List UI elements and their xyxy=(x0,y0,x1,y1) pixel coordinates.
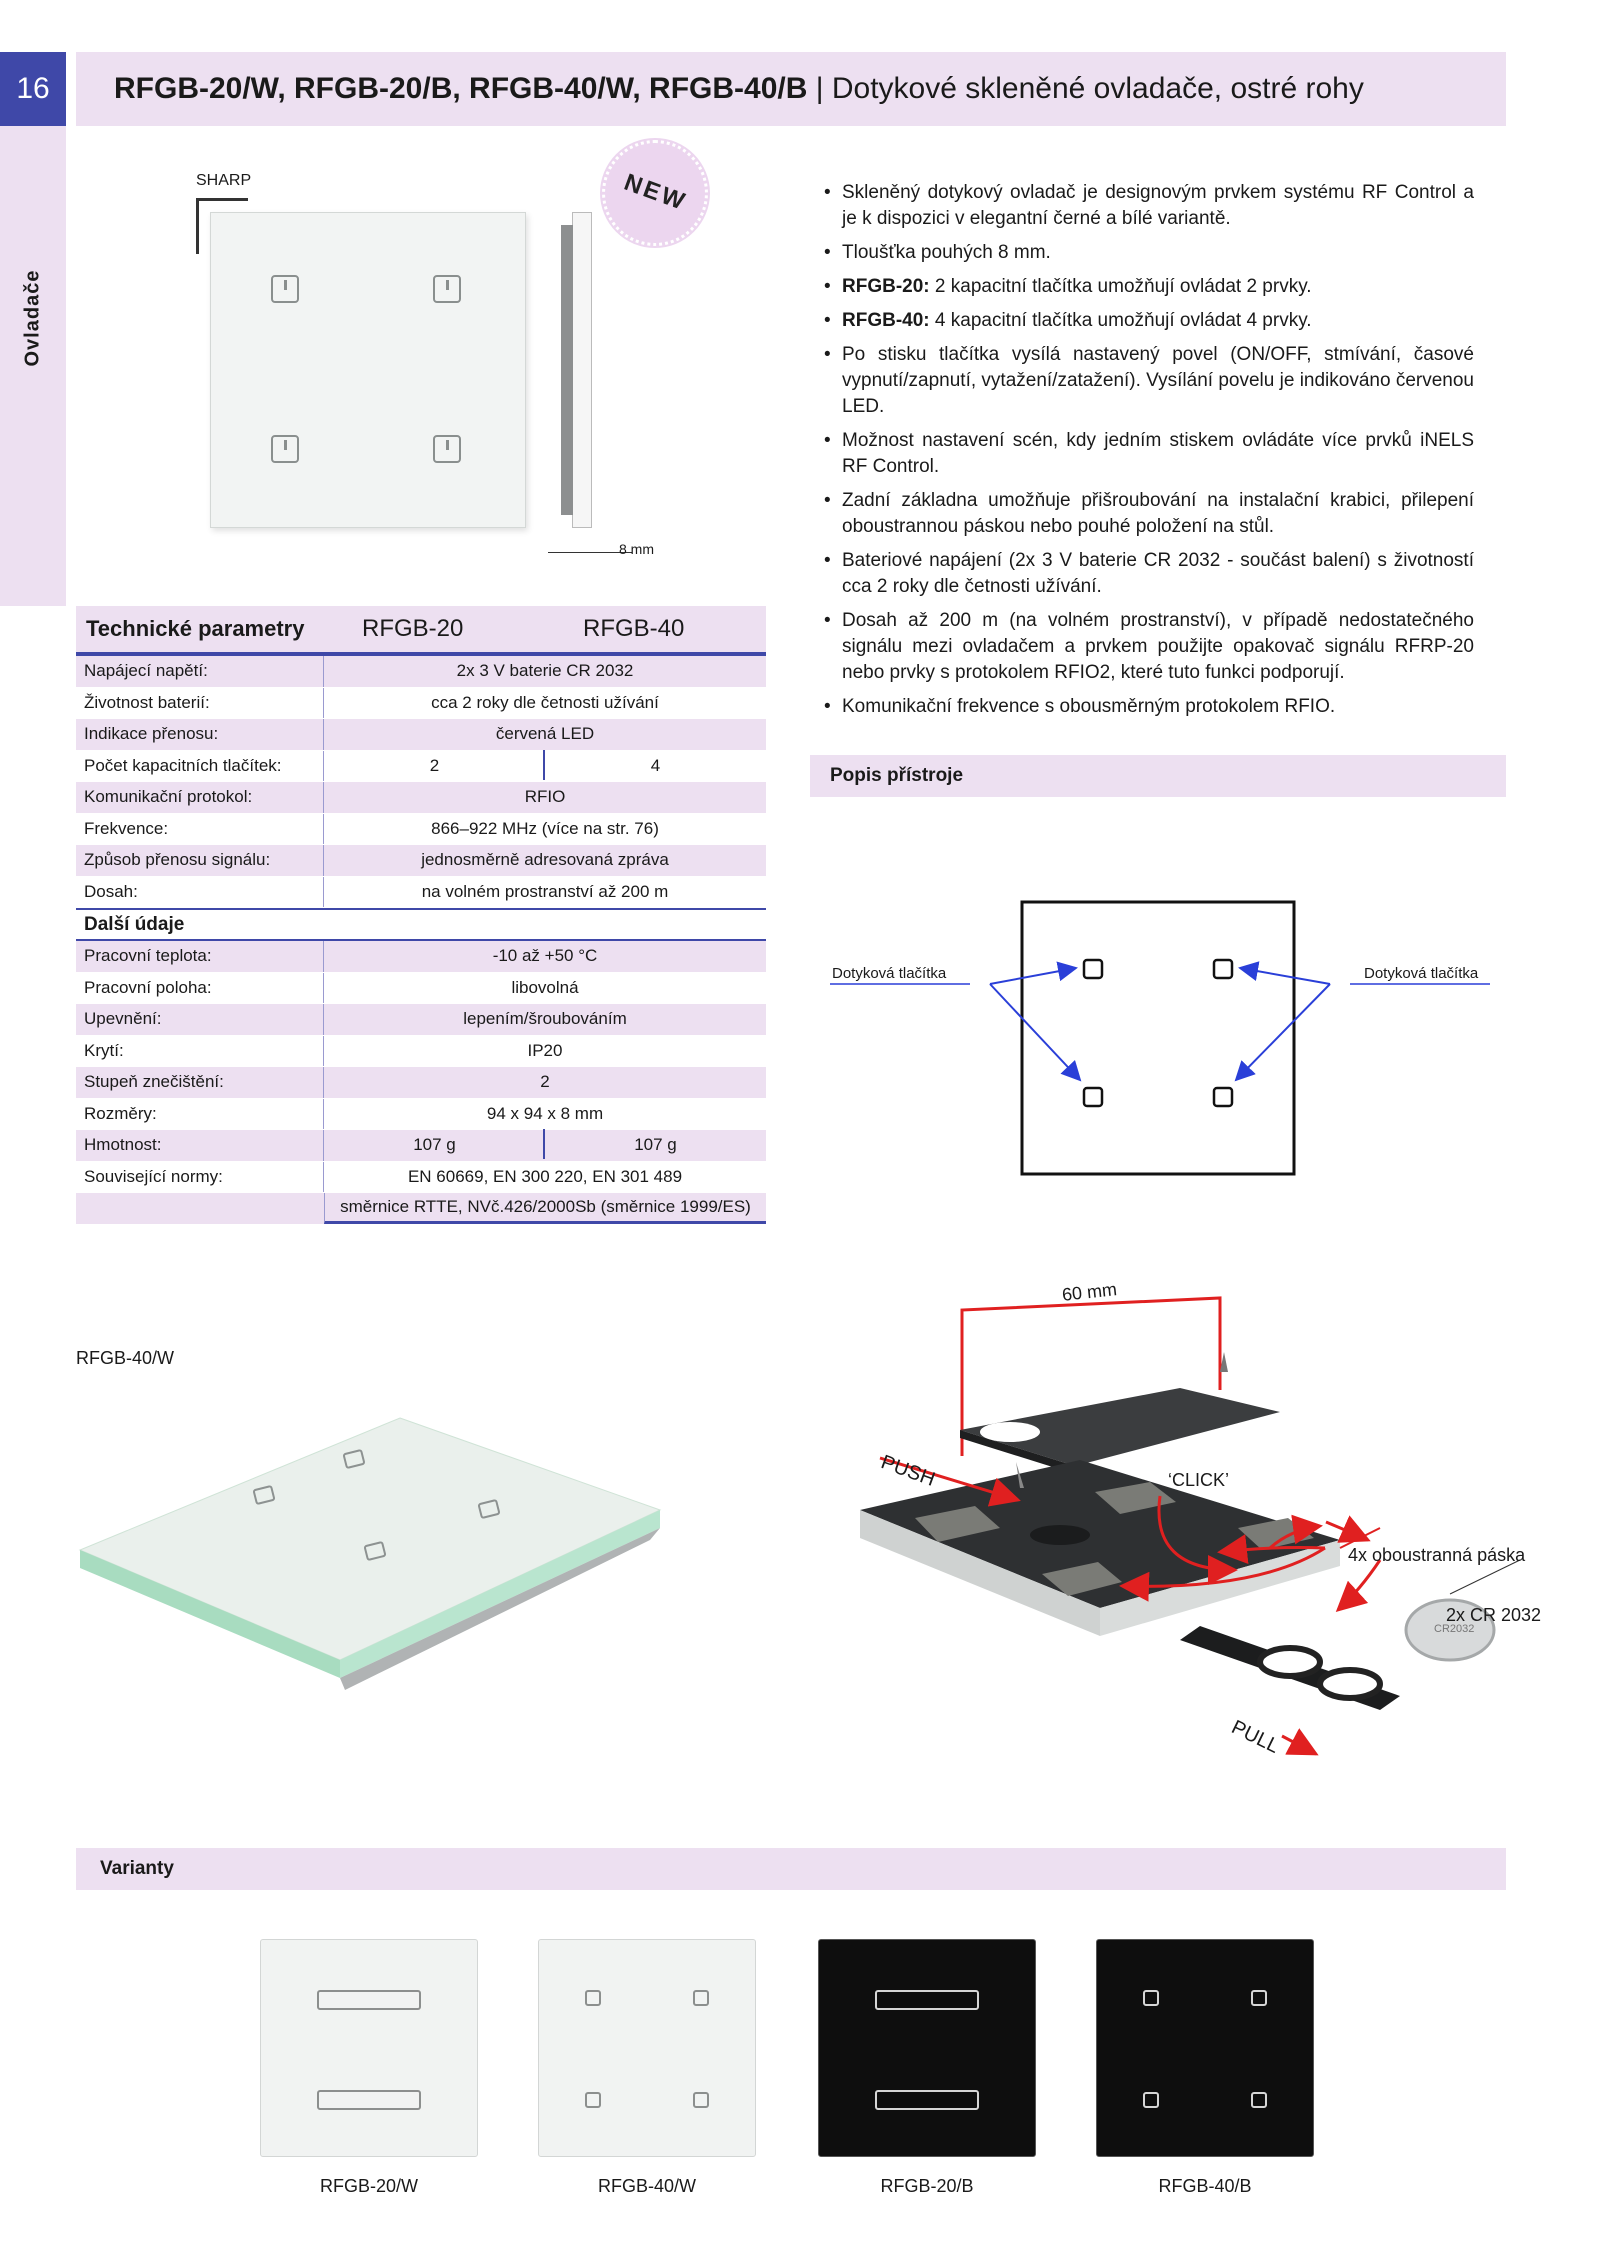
click-label: ‘CLICK’ xyxy=(1168,1470,1230,1490)
touch-key-icon xyxy=(1251,1990,1267,2006)
feature-item xyxy=(824,180,1474,232)
spec-header-rfgb40: RFGB-40 xyxy=(583,615,685,642)
touch-key-icon xyxy=(317,2090,421,2110)
title-models: RFGB-20/W, RFGB-20/B, RFGB-40/W, RFGB-40/B xyxy=(114,72,808,105)
spec-row xyxy=(76,941,766,973)
spec-row xyxy=(76,1004,766,1036)
touch-key-icon xyxy=(1143,2092,1159,2108)
spec-row-label: Související normy: xyxy=(76,1162,324,1193)
spec-row-value: na volném prostranství až 200 m xyxy=(421,881,669,901)
diagram-label-left: Dotyková tlačítka xyxy=(832,965,947,982)
spec-row xyxy=(76,877,766,909)
touch-key-icon xyxy=(875,1990,979,2010)
spec-row xyxy=(76,688,766,720)
spec-row-value: RFIO xyxy=(524,787,566,807)
touch-key-icon xyxy=(875,2090,979,2110)
sharp-corner-label: SHARP xyxy=(196,172,252,189)
spec-row xyxy=(76,1036,766,1068)
tape-label: 4x oboustranná páska xyxy=(1348,1545,1526,1565)
spec-row-label: Životnost baterií: xyxy=(76,688,324,719)
touch-key-icon xyxy=(693,2092,709,2108)
spec-row xyxy=(76,1067,766,1099)
variant-label: RFGB-20/B xyxy=(880,2176,974,2196)
spec-row-label: Frekvence: xyxy=(76,814,324,845)
spec-row-value: 94 x 94 x 8 mm xyxy=(486,1103,604,1123)
touch-key-icon xyxy=(433,435,461,463)
exploded-view-image xyxy=(820,1270,1540,1800)
spec-row xyxy=(76,1162,766,1194)
spec-row xyxy=(76,656,766,688)
feature-item-model: RFGB-40: xyxy=(842,310,930,331)
spec-row-value: červená LED xyxy=(495,724,595,744)
title-separator: | xyxy=(807,72,832,105)
spec-row xyxy=(76,814,766,846)
touch-key-icon xyxy=(271,435,299,463)
spec-row xyxy=(76,782,766,814)
glass-panel-3d-image xyxy=(70,1400,670,1720)
section-varianty-title: Varianty xyxy=(76,1848,1506,1890)
touch-key-icon xyxy=(585,1990,601,2006)
variant-label: RFGB-40/W xyxy=(597,2176,696,2196)
feature-item-text: Dosah až 200 m (na volném prostranství), v případě nedostatečného signálu mezi ovladačem a prvkem použijte opakovač signálu RFRP-20 nebo prvky s protokolem RFIO2, které tuto funkci podporují. xyxy=(842,610,1474,683)
spec-row-value-rfgb40: 107 g xyxy=(634,1135,677,1155)
spec-section-title: Další údaje xyxy=(76,908,766,941)
feature-list xyxy=(824,180,1474,728)
variant-rfgb40w-image xyxy=(538,1939,756,2157)
spec-header-params: Technické parametry xyxy=(86,616,305,641)
pull-label: PULL xyxy=(1227,1716,1283,1758)
spec-row xyxy=(76,973,766,1005)
spec-row-label: Počet kapacitních tlačítek: xyxy=(76,751,324,782)
spec-row-label: Napájecí napětí: xyxy=(76,656,324,687)
spec-row-label: Rozměry: xyxy=(76,1099,324,1130)
spec-row xyxy=(76,1099,766,1131)
spec-row-value: 2x 3 V baterie CR 2032 xyxy=(456,661,634,681)
spec-row-value-rfgb40: 4 xyxy=(650,755,661,775)
touch-key-icon xyxy=(1143,1990,1159,2006)
device-diagram xyxy=(820,880,1500,1180)
page-title xyxy=(76,52,1506,126)
feature-item xyxy=(824,608,1474,686)
feature-item-text: Tloušťka pouhých 8 mm. xyxy=(842,242,1051,263)
spec-header-rfgb20: RFGB-20 xyxy=(362,615,464,642)
spec-row-label: Krytí: xyxy=(76,1036,324,1067)
spec-row-label: Komunikační protokol: xyxy=(76,782,324,813)
spec-row-label: Indikace přenosu: xyxy=(76,719,324,750)
variant-label: RFGB-20/W xyxy=(319,2176,418,2196)
battery-label: 2x CR 2032 xyxy=(1446,1605,1542,1625)
feature-item xyxy=(824,488,1474,540)
feature-item-text: Komunikační frekvence s obousměrným protokolem RFIO. xyxy=(842,696,1336,717)
device-outline xyxy=(1022,902,1294,1174)
spec-row-value: 866–922 MHz (více na str. 76) xyxy=(431,818,659,838)
feature-item xyxy=(824,342,1474,420)
spec-row-value: libovolná xyxy=(511,977,579,997)
spec-table-header xyxy=(76,606,766,656)
product-side-profile xyxy=(572,212,592,528)
feature-item-text: Skleněný dotykový ovladač je designovým prvkem systému RF Control a je k dispozici v elegantní černé a bílé variantě. xyxy=(842,182,1474,229)
spec-table xyxy=(76,606,766,1224)
title-description: Dotykové skleněné ovladače, ostré rohy xyxy=(831,72,1364,105)
feature-item-text: Zadní základna umožňuje přišroubování na instalační krabici, přilepení oboustrannou páskou nebo pouhé položení na stůl. xyxy=(842,490,1474,537)
feature-item-text: 2 kapacitní tlačítka umožňují ovládat 2 prvky. xyxy=(929,276,1312,297)
feature-item xyxy=(824,548,1474,600)
touch-key-icon xyxy=(585,2092,601,2108)
spec-row-value: EN 60669, EN 300 220, EN 301 489 xyxy=(407,1166,683,1186)
feature-item-text: Bateriové napájení (2x 3 V baterie CR 2032 - součást balení) s životností cca 2 roky dle četnosti užívání. xyxy=(842,550,1474,597)
spec-tail-note: směrnice RTTE, NVč.426/2000Sb (směrnice 1999/ES) xyxy=(324,1193,766,1224)
spec-row-label: Upevnění: xyxy=(76,1004,324,1035)
feature-item xyxy=(824,274,1474,300)
feature-item-text: 4 kapacitní tlačítka umožňují ovládat 4 prvky. xyxy=(929,310,1312,331)
spec-row-label: Hmotnost: xyxy=(76,1130,324,1161)
spec-row-value-rfgb20: 2 xyxy=(324,756,545,776)
spec-row-value: jednosměrně adresovaná zpráva xyxy=(421,850,669,870)
new-badge xyxy=(602,140,708,246)
feature-item-model: RFGB-20: xyxy=(842,276,930,297)
side-category-label: Ovladače xyxy=(21,269,44,367)
variant-label: RFGB-40/B xyxy=(1158,2176,1252,2196)
diagram-label-right: Dotyková tlačítka xyxy=(1364,965,1479,982)
variant-rfgb40b-image xyxy=(1096,1939,1314,2157)
touch-key-icon xyxy=(271,275,299,303)
spec-row-label: Stupeň znečištění: xyxy=(76,1067,324,1098)
section-popis-title: Popis přístroje xyxy=(810,755,1506,797)
spec-row-label: Způsob přenosu signálu: xyxy=(76,845,324,876)
spec-row-value: IP20 xyxy=(527,1040,563,1060)
spec-row xyxy=(76,719,766,751)
product-front-image xyxy=(210,212,526,528)
spec-row xyxy=(76,751,766,783)
touch-key-icon xyxy=(317,1990,421,2010)
feature-item xyxy=(824,240,1474,266)
touch-key-icon xyxy=(433,275,461,303)
feature-item-text: Po stisku tlačítka vysílá nastavený povel (ON/OFF, stmívání, časové vypnutí/zapnutí, vytažení/zatažení). Vysílání povelu je indikováno červenou LED. xyxy=(842,344,1474,417)
svg-text:CR2032: CR2032 xyxy=(1434,1623,1475,1635)
spec-row-value-rfgb20: 107 g xyxy=(324,1135,545,1155)
variant-rfgb20w-image xyxy=(260,1939,478,2157)
spec-row-value: -10 až +50 °C xyxy=(492,946,598,966)
spec-row-label: Pracovní poloha: xyxy=(76,973,324,1004)
feature-item xyxy=(824,694,1474,720)
touch-key-icon xyxy=(693,1990,709,2006)
spec-row xyxy=(76,1130,766,1162)
spec-row-value: cca 2 roky dle četnosti užívání xyxy=(431,692,659,712)
feature-item xyxy=(824,428,1474,480)
new-badge-text: NEW xyxy=(620,168,691,217)
glass-panel-label: RFGB-40/W xyxy=(76,1348,175,1368)
spec-row-value: lepením/šroubováním xyxy=(463,1009,627,1029)
touch-key-icon xyxy=(1251,2092,1267,2108)
feature-item-text: Možnost nastavení scén, kdy jedním stiskem ovládáte více prvků iNELS RF Control. xyxy=(842,430,1474,477)
page-number: 16 xyxy=(0,52,66,126)
thickness-label: 8 mm xyxy=(619,541,654,557)
dimension-60mm-label: 60 mm xyxy=(1061,1279,1118,1305)
spec-row xyxy=(76,845,766,877)
spec-row-label: Dosah: xyxy=(76,877,324,908)
feature-item xyxy=(824,308,1474,334)
variant-rfgb20b-image xyxy=(818,1939,1036,2157)
spec-row-value: 2 xyxy=(540,1072,550,1092)
push-label: PUSH xyxy=(878,1451,938,1491)
spec-row-label: Pracovní teplota: xyxy=(76,941,324,972)
